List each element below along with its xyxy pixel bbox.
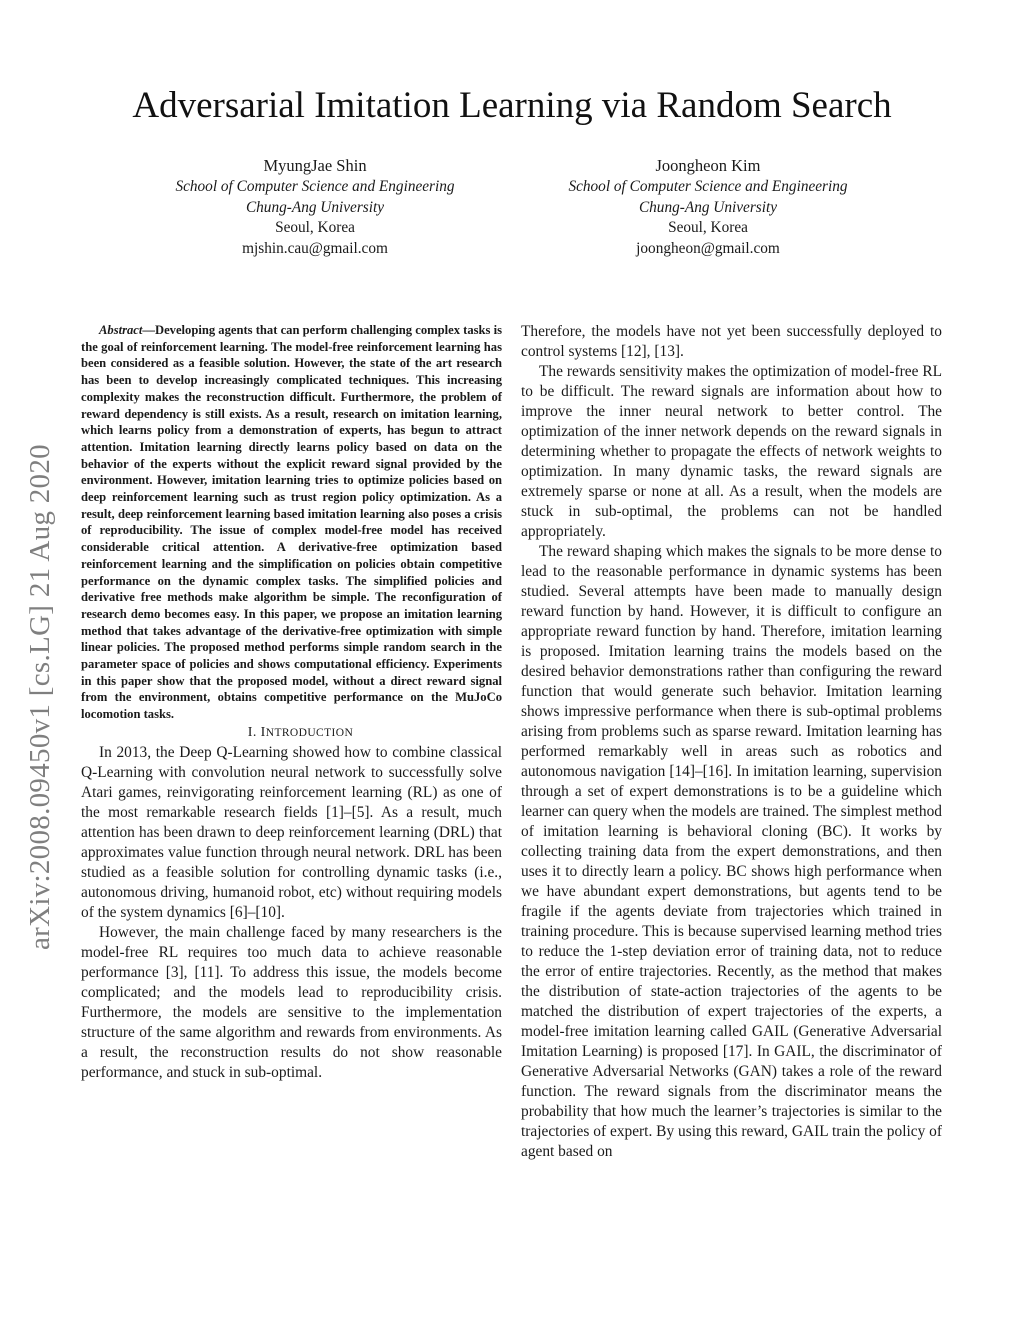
abstract-label: Abstract: [99, 323, 143, 337]
author-block-2: [518, 155, 898, 259]
arxiv-stamp: arXiv:2008.09450v1 [cs.LG] 21 Aug 2020: [24, 444, 56, 950]
left-column: [81, 322, 502, 1083]
abstract-text: —Developing agents that can perform challenging complex tasks is the goal of reinforcement learning. The model-free reinforcement learning has been considered as a feasible solution. However, the state of the art research has been to develop increasingly complicated techniques. This increasing complexity makes the reconstruction difficult. Furthermore, the problem of reward dependency is still exists. As a result, research on imitation learning, which learns policy from a demonstration of experts, has begun to attract attention. Imitation learning directly learns policy based on data on the behavior of the experts without the explicit reward signal provided by the environment. However, imitation learning tries to optimize policies based on deep reinforcement learning such as trust region policy optimization. As a result, deep reinforcement learning based imitation learning also poses a crisis of reproducibility. The issue of complex model-free model has received considerable critical attention. A derivative-free optimization based reinforcement learning and the simplification on policies obtain competitive performance on the dynamic complex tasks. The simplified policies and derivative free methods make algorithm be simple. The reconfiguration of research demo becomes easy. In this paper, we propose an imitation learning method that takes advantage of the derivative-free optimization with simple linear policies. The proposed method performs simple random search in the parameter space of policies and shows computational efficiency. Experiments in this paper show that the proposed model, without a direct reward signal from the environment, obtains competitive performance on the MuJoCo locomotion tasks.: [81, 323, 503, 722]
section-title-rest: NTRODUCTION: [265, 726, 354, 739]
intro-paragraph-1: In 2013, the Deep Q-Learning showed how to combine classical Q-Learning with convolution neural network to successfully solve Atari games, reinvigorating reinforcement learning (RL) as one of the most remarkable research fields [1]–[5]. As a result, much attention has been drawn to deep reinforcement learning (DRL) that approximates value function through neural network. DRL has been studied as a feasible solution for controlling dynamic tasks (i.e., autonomous driving, humanoid robot, etc) without requiring models of the system dynamics [6]–[10].: [81, 743, 502, 921]
section-heading-introduction: [81, 723, 502, 743]
intro-paragraph-2: However, the main challenge faced by many researchers is the model-free RL requires too much data to achieve reasonable performance [3], [11]. To address this issue, the models become complicated; and the models lead to reproducibility crisis. Furthermore, the models are sensitive to the implementation structure of the same algorithm and rewards from environments. As a result, the reconstruction results do not show reasonable performance, and stuck in sub-optimal.: [81, 923, 502, 1081]
author-city: Seoul, Korea: [275, 219, 355, 236]
intro-paragraph-4: The rewards sensitivity makes the optimization of model-free RL to be difficult. The reward signals are information about how to improve the inner neural network to better control. The optimization of the inner network depends on the reward signals in determining whether to propagate the effects of network weights to optimization. In many dynamic tasks, the reward signals are extremely sparse or none at all. As a result, when the models are stuck in sub-optimal, the problems can not be handled appropriately.: [521, 363, 942, 540]
author-city: Seoul, Korea: [668, 219, 748, 236]
author-name: Joongheon Kim: [655, 156, 761, 175]
author-name: MyungJae Shin: [263, 156, 367, 175]
intro-paragraph-5: The reward shaping which makes the signals to be more dense to lead to the reasonable performance in dynamic systems has been studied. Several attempts have been made to manually design reward function by hand. However, it is difficult to configure an appropriate reward function by hand. Therefore, imitation learning is proposed. Imitation learning trains the models based on the desired behavior demonstrations rather than configuring the reward function that would generate such behavior. Imitation learning shows impressive performance when there is sub-optimal problems arising from problems such as sparse reward. Imitation learning has performed remarkably well in areas such as robotics and autonomous navigation [14]–[16]. In imitation learning, supervision through a set of expert demonstrations is to be a guideline which learner can query when the models are trained. The simplest method of imitation learning is behavioral cloning (BC). It works by collecting training data from the expert demonstrations, and then uses it to directly learn a policy. BC shows high performance when we have abundant expert demonstrations, but agents tend to be fragile if the agents deviate from trajectories which trained in training procedure. This is because supervised learning method tries to reduce the 1-step deviation error of training data, not to reduce the error of entire trajectories. Recently, as the method that makes the distribution of state-action trajectories of the agents to be matched the distribution of expert trajectories of the experts, a model-free imitation learning called GAIL (Generative Adversarial Imitation Learning) is proposed [17]. In GAIL, the discriminator of Generative Adversarial Networks (GAN) takes a role of the reward function. The reward signals from the discriminator means the probability that how much the learner’s trajectories is similar to the trajectories of expert. By using this reward, GAIL train the policy of agent based on: [521, 543, 942, 1160]
author-email: joongheon@gmail.com: [636, 239, 780, 257]
author-department: School of Computer Science and Engineering: [175, 178, 455, 195]
abstract: [81, 322, 502, 723]
author-department: School of Computer Science and Engineering: [568, 178, 848, 195]
section-initial: I: [260, 724, 266, 740]
author-university: Chung-Ang University: [638, 198, 778, 216]
right-column: [521, 322, 942, 1162]
intro-paragraph-3: Therefore, the models have not yet been successfully deployed to control systems [12], [13].: [521, 323, 942, 360]
author-university: Chung-Ang University: [245, 198, 385, 216]
paper-title: Adversarial Imitation Learning via Random Search: [132, 85, 892, 126]
author-email: mjshin.cau@gmail.com: [242, 239, 388, 257]
section-number: I.: [247, 724, 257, 740]
author-block-1: [125, 155, 505, 259]
